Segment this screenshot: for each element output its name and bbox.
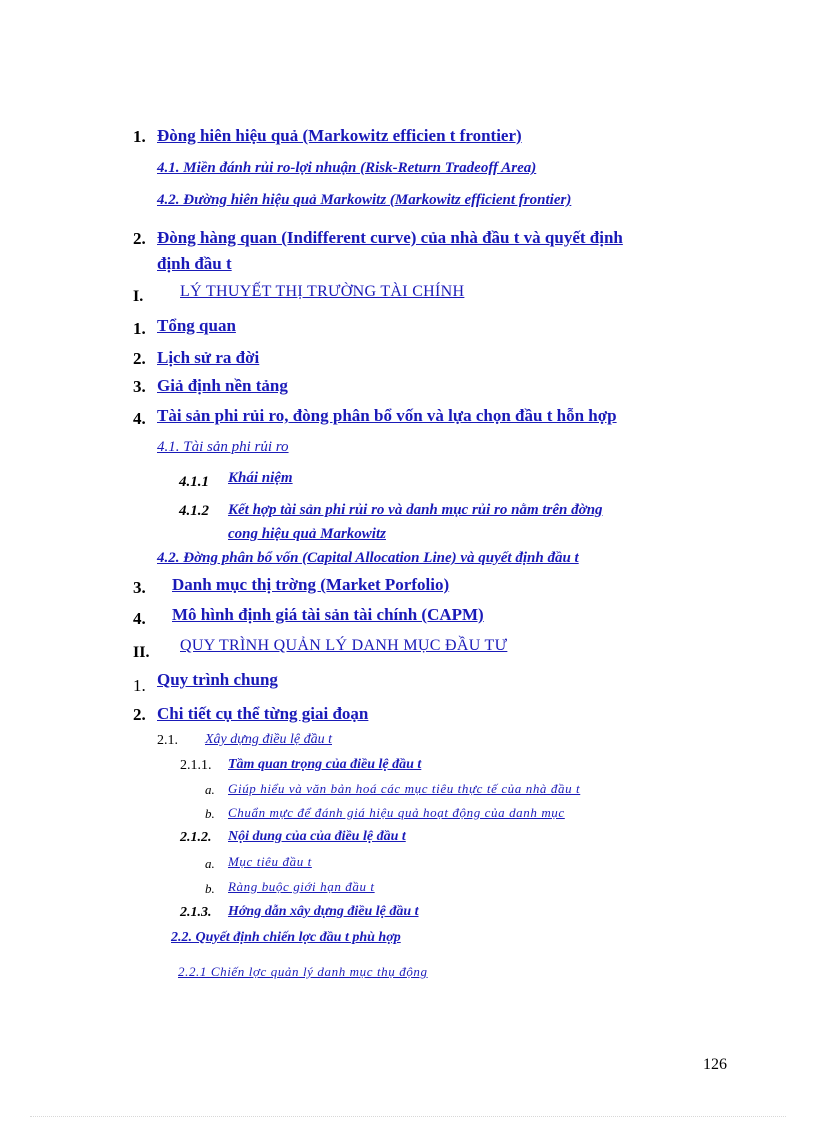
toc-link-combination[interactable]: Kết hợp tài sản phi rủi ro và danh mục rủi ro nằm trên đờng xyxy=(228,502,603,518)
toc-number: 2.1.1. xyxy=(180,758,212,773)
toc-number: 2. xyxy=(133,705,146,724)
toc-number: 2.1.2. xyxy=(180,830,212,845)
page-bottom-divider xyxy=(30,1116,786,1117)
toc-link-overview[interactable]: Tổng quan xyxy=(157,316,236,335)
toc-link-indifferent-curve[interactable]: Đòng hàng quan (Indifferent curve) của nhà đầu t và quyết định xyxy=(157,228,623,247)
toc-number: 3. xyxy=(133,377,146,396)
toc-link-passive-strategy[interactable]: 2.2.1 Chiến lợc quản lý danh mục thụ động xyxy=(178,964,428,979)
toc-number: 4.1.2 xyxy=(179,503,209,519)
toc-letter: b. xyxy=(205,806,215,821)
toc-link-general-process[interactable]: Quy trình chung xyxy=(157,670,278,689)
toc-number: 2.1. xyxy=(157,733,178,748)
toc-number: 2. xyxy=(133,349,146,368)
toc-letter: a. xyxy=(205,856,215,871)
toc-link-policy-importance[interactable]: Tầm quan trọng của điều lệ đầu t xyxy=(228,757,422,772)
toc-link-market-portfolio[interactable]: Danh mục thị trờng (Market Porfolio) xyxy=(172,575,450,594)
toc-number: 2. xyxy=(133,229,146,248)
toc-link-policy-content[interactable]: Nội dung của của điều lệ đầu t xyxy=(228,829,406,844)
toc-link-markowitz-frontier[interactable]: 4.2. Đường hiên hiệu quả Markowitz (Markowitz efficient frontier) xyxy=(157,192,572,208)
toc-link-stage-details[interactable]: Chi tiết cụ thể từng giai đoạn xyxy=(157,704,369,723)
toc-number: 4. xyxy=(133,609,146,628)
toc-roman-number: I. xyxy=(133,288,144,305)
toc-link-capm[interactable]: Mô hình định giá tài sản tài chính (CAPM) xyxy=(172,605,484,624)
toc-link-risk-free-asset-sub[interactable]: 4.1. Tài sản phi rủi ro xyxy=(157,439,289,455)
toc-number: 4. xyxy=(133,409,146,428)
toc-link-portfolio-process[interactable]: QUY TRÌNH QUẢN LÝ DANH MỤC ĐẦU TƯ xyxy=(180,637,508,654)
toc-link-indifferent-curve-cont[interactable]: định đầu t xyxy=(157,254,232,273)
toc-roman-number: II. xyxy=(133,644,150,661)
toc-number: 3. xyxy=(133,578,146,597)
toc-link-performance-standard[interactable]: Chuẩn mực để đánh giá hiệu quả hoạt động của danh mục xyxy=(228,805,565,820)
toc-link-capital-allocation-line[interactable]: 4.2. Đờng phân bổ vốn (Capital Allocation Line) và quyết định đầu t xyxy=(157,550,579,566)
toc-link-history[interactable]: Lịch sử ra đời xyxy=(157,348,260,367)
toc-link-investment-constraints[interactable]: Ràng buộc giới hạn đầu t xyxy=(228,879,375,894)
toc-link-combination-cont[interactable]: cong hiệu quả Markowitz xyxy=(228,526,386,542)
page-number: 126 xyxy=(703,1056,727,1073)
toc-link-policy-guidelines[interactable]: Hớng dẫn xây dựng điều lệ đầu t xyxy=(228,904,419,919)
toc-number: 4.1.1 xyxy=(179,474,209,490)
toc-number: 1. xyxy=(133,676,146,695)
toc-link-strategy-decision[interactable]: 2.2. Quyết định chiến lợc đầu t phù hợp xyxy=(171,930,401,945)
toc-link-assumptions[interactable]: Giả định nền tảng xyxy=(157,376,288,395)
toc-link-investment-policy[interactable]: Xây dựng điều lệ đầu t xyxy=(205,732,332,747)
toc-link-risk-return-area[interactable]: 4.1. Miền đánh rủi ro-lợi nhuận (Risk-Return Tradeoff Area) xyxy=(157,160,537,176)
toc-link-financial-market-theory[interactable]: LÝ THUYẾT THỊ TRƯỜNG TÀI CHÍNH xyxy=(180,283,465,300)
toc-link-investment-objectives[interactable]: Mục tiêu đầu t xyxy=(228,854,312,869)
toc-letter: a. xyxy=(205,782,215,797)
toc-link-understand-goals[interactable]: Giúp hiểu và văn bản hoá các mục tiêu thực tế của nhà đầu t xyxy=(228,781,581,796)
toc-link-concept[interactable]: Khái niệm xyxy=(228,470,293,486)
toc-link-efficient-frontier[interactable]: Đòng hiên hiệu quả (Markowitz efficien t frontier) xyxy=(157,126,522,145)
toc-number: 2.1.3. xyxy=(180,905,212,920)
toc-number: 1. xyxy=(133,127,146,146)
toc-letter: b. xyxy=(205,881,215,896)
toc-link-risk-free-asset[interactable]: Tài sản phi rủi ro, đòng phân bổ vốn và lựa chọn đầu t hỗn hợp xyxy=(157,406,617,425)
toc-number: 1. xyxy=(133,319,146,338)
